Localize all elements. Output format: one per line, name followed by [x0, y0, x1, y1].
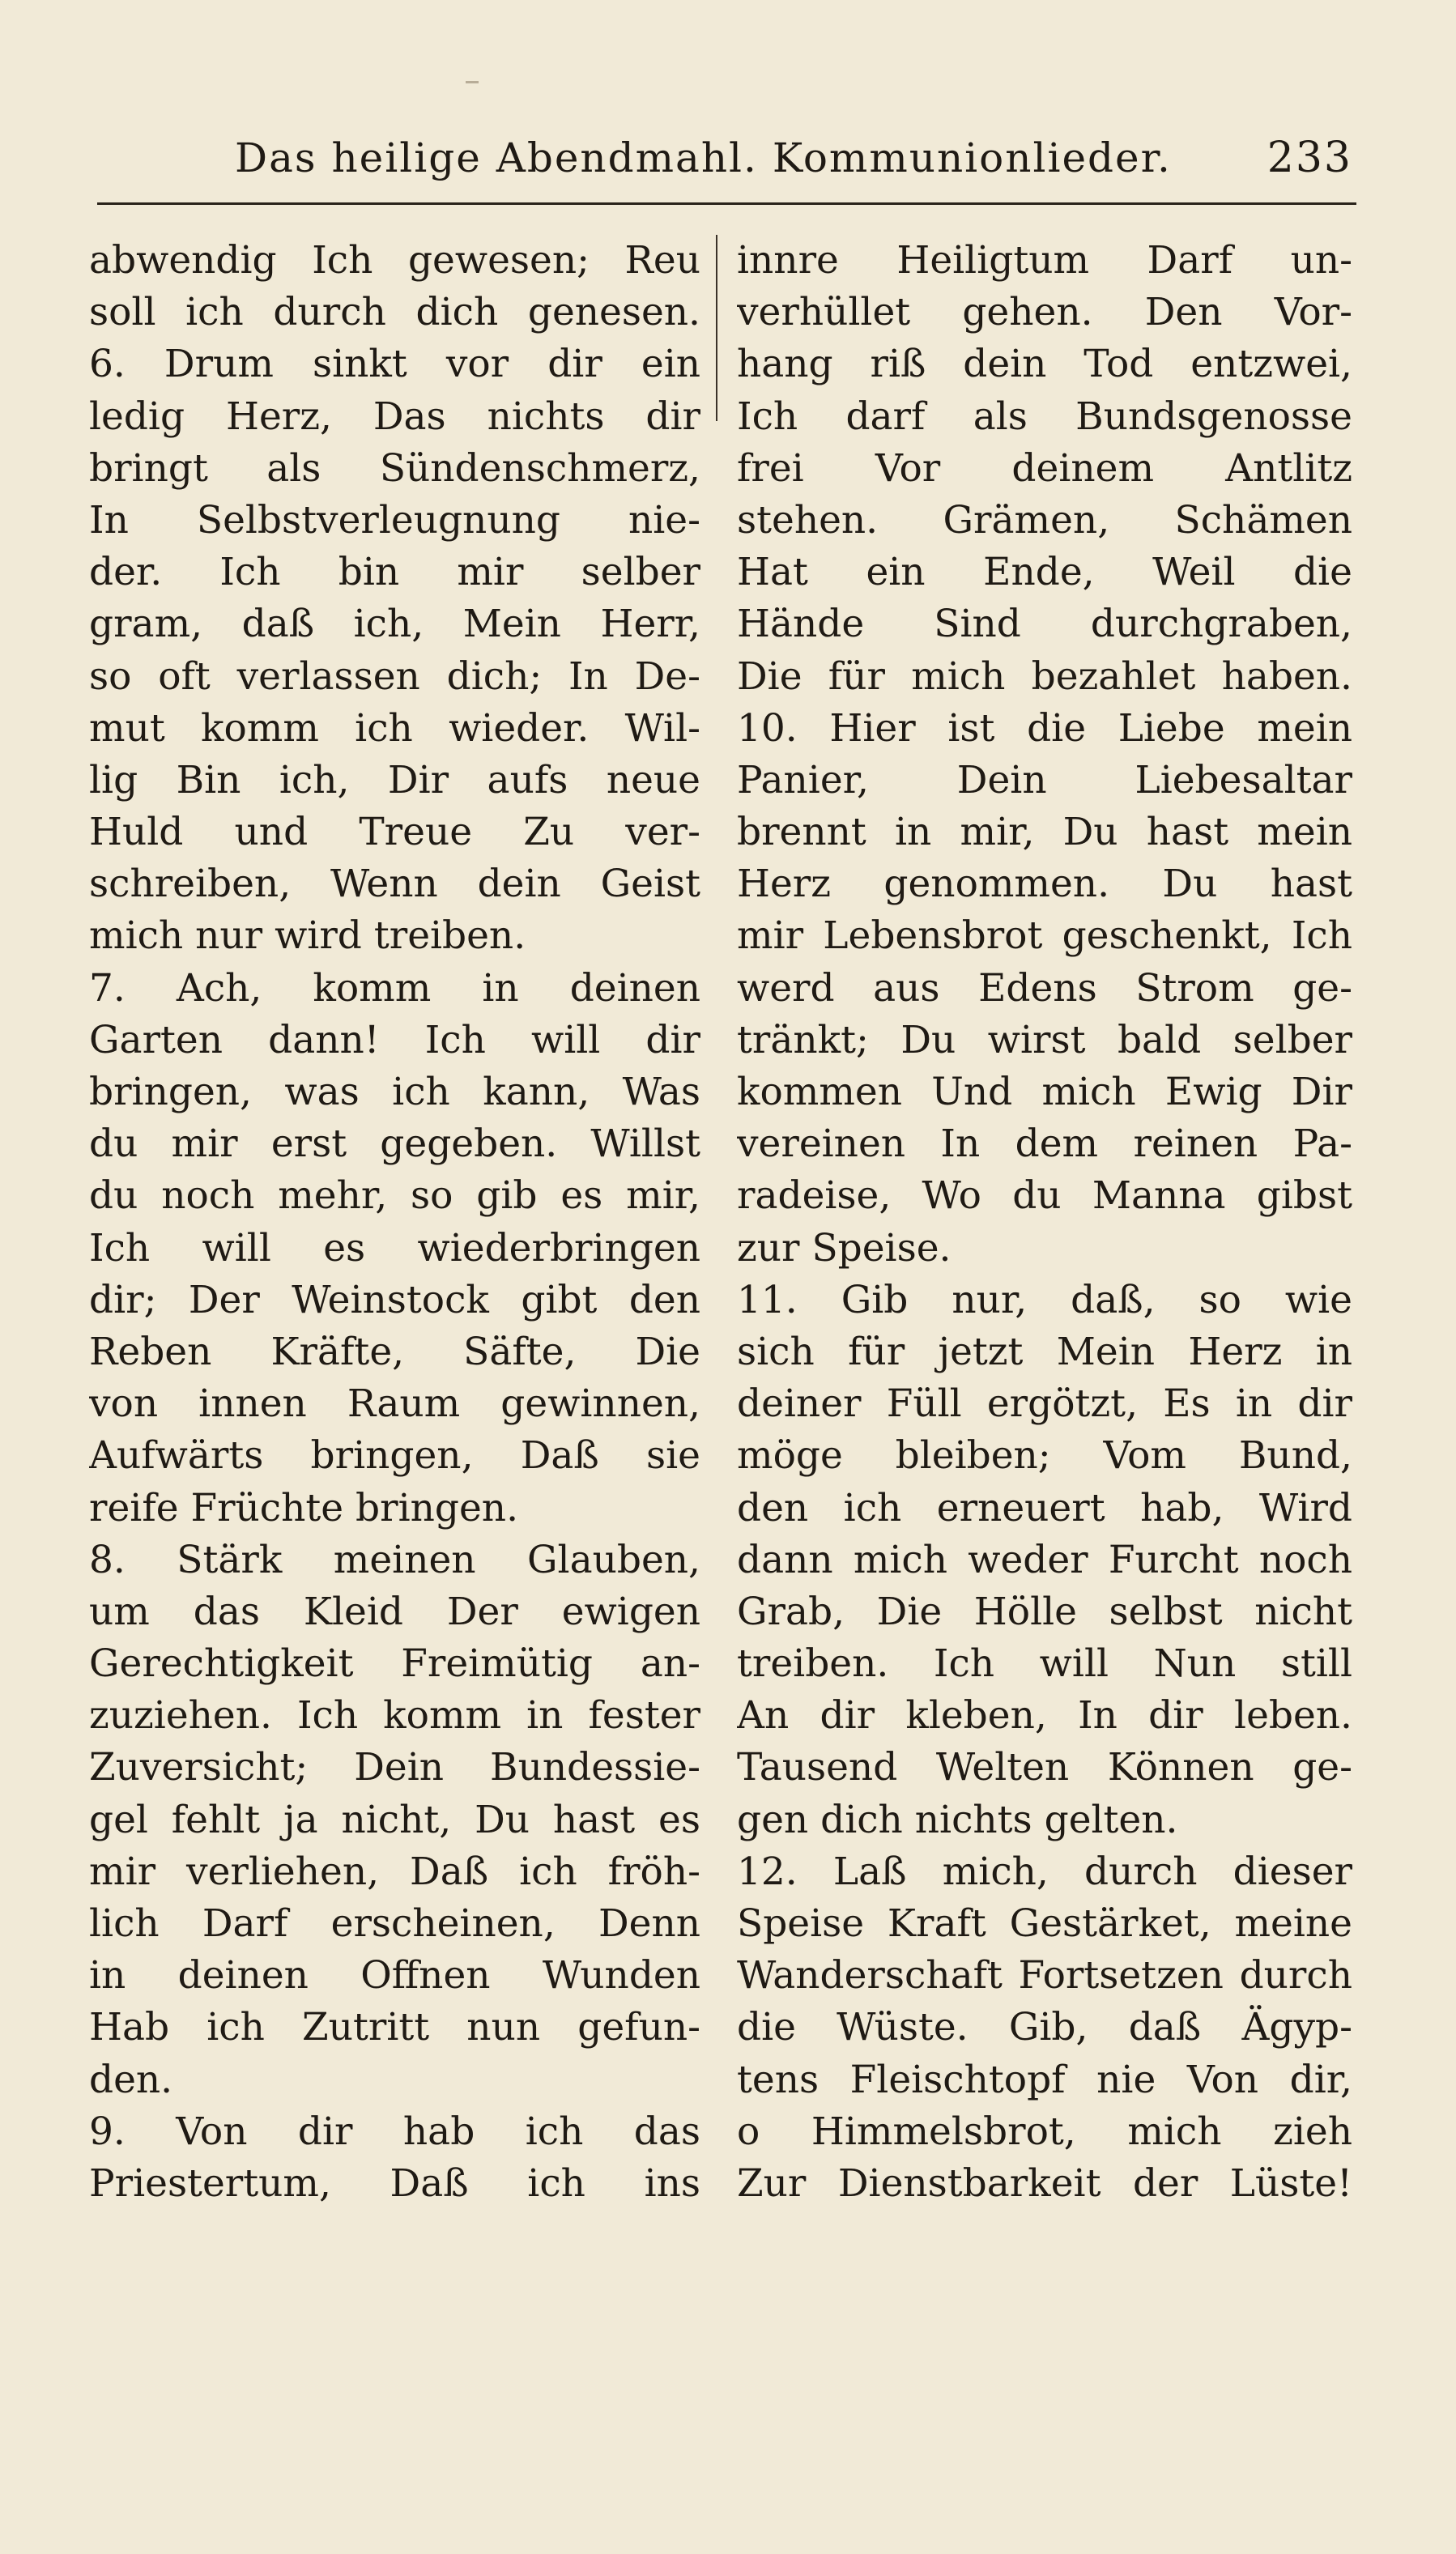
header-rule	[97, 202, 1356, 205]
text-line: Huld und Treue Zu ver-	[89, 810, 700, 855]
text-line: mich nur wird treiben.	[89, 913, 526, 959]
text-line: den ich erneuert hab, Wird	[737, 1485, 1352, 1530]
text-line: 6. Drum sinkt vor dir ein	[89, 342, 700, 387]
text-line: du noch mehr, so gib es mir,	[89, 1173, 700, 1219]
text-line: möge bleiben; Vom Bund,	[737, 1433, 1352, 1479]
text-line: 12. Laß mich, durch dieser	[737, 1849, 1352, 1894]
text-line: die Wüste. Gib, daß Ägyp-	[737, 2005, 1352, 2050]
text-line: gram, daß ich, Mein Herr,	[89, 602, 700, 647]
text-line: bringt als Sündenschmerz,	[89, 445, 700, 491]
text-line: ledig Herz, Das nichts dir	[89, 394, 700, 439]
text-line: 7. Ach, komm in deinen	[89, 965, 700, 1011]
text-line: der. Ich bin mir selber	[89, 550, 700, 595]
text-line: schreiben, Wenn dein Geist	[89, 862, 700, 907]
text-line: 10. Hier ist die Liebe mein	[737, 705, 1352, 751]
text-line: zur Speise.	[737, 1225, 952, 1271]
text-line: Reben Kräfte, Säfte, Die	[89, 1329, 700, 1374]
text-line: radeise, Wo du Manna gibst	[737, 1173, 1352, 1219]
text-line: mir Lebensbrot geschenkt, Ich	[737, 913, 1352, 959]
text-line: so oft verlassen dich; In De-	[89, 653, 700, 699]
text-line: Priestertum, Daß ich ins	[89, 2160, 700, 2206]
left-column	[89, 235, 700, 2210]
text-line: bringen, was ich kann, Was	[89, 1070, 700, 1114]
text-line: sich für jetzt Mein Herz in	[737, 1329, 1352, 1374]
text-line: soll ich durch dich genesen.	[89, 290, 700, 335]
text-line: lig Bin ich, Dir aufs neue	[89, 757, 700, 802]
text-line: zuziehen. Ich komm in fester	[89, 1693, 700, 1739]
text-line: Garten dann! Ich will dir	[89, 1017, 700, 1062]
text-line: o Himmelsbrot, mich zieh	[737, 2109, 1352, 2154]
text-line: 9. Von dir hab ich das	[89, 2109, 700, 2154]
text-line: Aufwärts bringen, Daß sie	[89, 1433, 700, 1479]
text-line: Zur Dienstbarkeit der Lüste!	[737, 2160, 1352, 2206]
text-line: abwendig Ich gewesen; Reu	[89, 238, 700, 283]
page-mark	[466, 81, 479, 83]
text-line: in deinen Offnen Wunden	[89, 1953, 700, 1999]
text-line: Hände Sind durchgraben,	[737, 602, 1352, 647]
text-line: brennt in mir, Du hast mein	[737, 810, 1352, 855]
text-line: Gerechtigkeit Freimütig an-	[89, 1641, 700, 1687]
text-line: um das Kleid Der ewigen	[89, 1589, 700, 1634]
text-line: verhüllet gehen. Den Vor-	[737, 290, 1352, 335]
text-line: frei Vor deinem Antlitz	[737, 445, 1352, 491]
page-header	[235, 130, 1352, 186]
text-line: 11. Gib nur, daß, so wie	[737, 1277, 1352, 1322]
text-line: Panier, Dein Liebesaltar	[737, 757, 1352, 802]
text-line: du mir erst gegeben. Willst	[89, 1122, 700, 1167]
text-line: treiben. Ich will Nun still	[737, 1641, 1352, 1687]
text-line: Herz genommen. Du hast	[737, 862, 1352, 907]
text-line: kommen Und mich Ewig Dir	[737, 1070, 1352, 1114]
text-line: werd aus Edens Strom ge-	[737, 965, 1352, 1011]
text-line: gen dich nichts gelten.	[737, 1797, 1178, 1842]
text-line: von innen Raum gewinnen,	[89, 1381, 700, 1427]
text-line: reife Früchte bringen.	[89, 1485, 519, 1530]
running-title: Das heilige Abendmahl. Kommunionlieder.	[235, 134, 1172, 181]
text-line: innre Heiligtum Darf un-	[737, 238, 1352, 283]
text-line: Zuversicht; Dein Bundessie-	[89, 1745, 700, 1790]
text-line: Grab, Die Hölle selbst nicht	[737, 1589, 1352, 1634]
text-line: Hat ein Ende, Weil die	[737, 550, 1352, 595]
text-line: mir verliehen, Daß ich fröh-	[89, 1849, 700, 1894]
text-line: Hab ich Zutritt nun gefun-	[89, 2005, 700, 2050]
right-column	[737, 235, 1352, 2210]
text-line: lich Darf erscheinen, Denn	[89, 1901, 700, 1946]
text-line: vereinen In dem reinen Pa-	[737, 1122, 1352, 1167]
text-line: hang riß dein Tod entzwei,	[737, 342, 1352, 387]
text-line: den.	[89, 2057, 173, 2102]
text-line: gel fehlt ja nicht, Du hast es	[89, 1797, 700, 1842]
text-line: Ich will es wiederbringen	[89, 1225, 700, 1271]
text-line: mut komm ich wieder. Wil-	[89, 705, 700, 751]
text-line: Ich darf als Bundsgenosse	[737, 394, 1352, 439]
text-line: Tausend Welten Können ge-	[737, 1745, 1352, 1790]
text-line: deiner Füll ergötzt, Es in dir	[737, 1381, 1352, 1427]
text-line: Die für mich bezahlet haben.	[737, 653, 1352, 699]
text-line: Wanderschaft Fortsetzen durch	[737, 1953, 1352, 1999]
column-divider	[716, 235, 717, 421]
text-line: In Selbstverleugnung nie-	[89, 497, 700, 543]
page-number: 233	[1267, 134, 1352, 182]
text-line: 8. Stärk meinen Glauben,	[89, 1537, 700, 1582]
text-line: Speise Kraft Gestärket, meine	[737, 1901, 1352, 1946]
text-line: tränkt; Du wirst bald selber	[737, 1017, 1352, 1062]
text-line: dann mich weder Furcht noch	[737, 1537, 1352, 1582]
text-line: An dir kleben, In dir leben.	[737, 1693, 1352, 1739]
text-line: dir; Der Weinstock gibt den	[89, 1277, 700, 1322]
text-line: tens Fleischtopf nie Von dir,	[737, 2057, 1352, 2102]
text-line: stehen. Grämen, Schämen	[737, 497, 1352, 543]
